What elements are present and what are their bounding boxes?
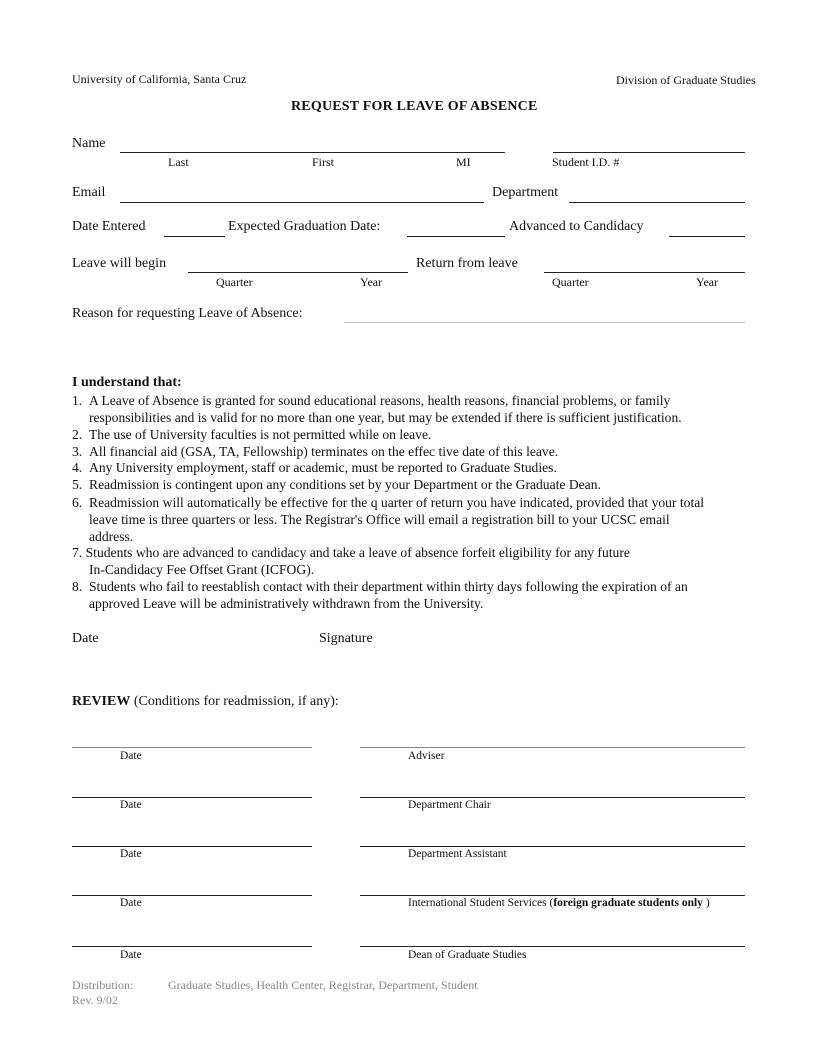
date-entered-field-line[interactable] [164,236,225,237]
list-item-number: 5. [72,477,83,492]
review-date-line[interactable] [72,895,312,896]
review-date-label: Date [120,897,142,909]
name-label: Name [72,136,106,151]
revision-label: Rev. 9/02 [72,993,118,1007]
list-item-text: Readmission is contingent upon any conditions set by your Department or the Graduate Dean. [89,477,601,492]
student-id-caption: Student I.D. # [552,155,620,169]
list-item [72,495,752,545]
advanced-candidacy-label: Advanced to Candidacy [509,219,644,234]
review-date-line[interactable] [72,946,312,947]
review-role-label: Dean of Graduate Studies [408,949,527,961]
review-date-line[interactable] [72,747,312,748]
expected-graduation-field-line[interactable] [407,236,505,237]
list-item-number: 1. [72,393,83,408]
distribution-list: Graduate Studies, Health Center, Registrar, Department, Student [168,978,478,992]
list-item-number: 2. [72,427,83,442]
leave-quarter-caption: Quarter [216,275,253,289]
review-signature-line[interactable] [360,895,745,896]
understand-heading: I understand that: [72,375,182,390]
last-name-caption: Last [168,155,189,169]
leave-year-caption: Year [360,275,383,289]
leave-begin-field-line[interactable] [188,272,408,273]
reason-label: Reason for requesting Leave of Absence: [72,306,303,321]
email-label: Email [72,185,106,200]
review-title: REVIEW [72,694,131,709]
signature-label: Signature [319,631,373,646]
list-item-text: All financial aid (GSA, TA, Fellowship) terminates on the effec tive date of this leave. [89,444,559,459]
list-item-text: In-Candidacy Fee Offset Grant (ICFOG). [89,561,315,577]
form-title: REQUEST FOR LEAVE OF ABSENCE [291,99,538,114]
expected-graduation-label: Expected Graduation Date: [228,219,381,234]
return-year-caption: Year [696,275,719,289]
list-item-text: approved Leave will be administratively withdrawn from the University. [89,595,484,611]
list-item-text: A Leave of Absence is granted for sound educational reasons, health reasons, financial problems, or family [89,393,671,408]
email-field-line[interactable] [120,202,484,203]
date-entered-label: Date Entered [72,219,146,234]
return-leave-field-line[interactable] [544,272,745,273]
list-item-text: Any University employment, staff or academic, must be reported to Graduate Studies. [89,460,557,475]
review-role-label: Department Chair [408,799,491,811]
review-role-close: ) [702,897,710,909]
list-item-number: 7. [72,545,83,560]
division-name: Division of Graduate Studies [616,73,756,87]
review-heading [72,694,339,710]
review-signature-line[interactable] [360,946,745,947]
list-item [72,477,752,494]
list-item [72,444,752,461]
review-date-label: Date [120,799,142,811]
middle-initial-caption: MI [456,155,471,169]
review-signature-line[interactable] [360,797,745,798]
review-date-line[interactable] [72,797,312,798]
reason-field-line[interactable] [344,322,745,323]
list-item-text: responsibilities and is valid for no more than one year, but may be extended if there is sufficient justification. [89,409,682,425]
list-item-text: leave time is three quarters or less. The Registrar's Office will email a registration bill to your UCSC email [89,511,670,527]
list-item-number: 6. [72,495,83,510]
list-item-text: Students who fail to reestablish contact with their department within thirty days following the expiration of an [89,579,688,594]
review-role-label: Department Assistant [408,848,507,860]
list-item [72,393,752,427]
review-role-label: Adviser [408,750,445,762]
review-date-label: Date [120,949,142,961]
list-item [72,545,752,579]
distribution-label: Distribution: [72,978,134,992]
return-quarter-caption: Quarter [552,275,589,289]
review-subtitle: (Conditions for readmission, if any): [133,694,339,709]
review-signature-line[interactable] [360,846,745,847]
name-field-line[interactable] [120,152,505,153]
list-item-text: address. [89,528,134,544]
list-item-number: 4. [72,460,83,475]
review-date-line[interactable] [72,846,312,847]
list-item-number: 8. [72,579,83,594]
list-item [72,579,752,613]
review-role-text: International Student Services ( [408,897,554,909]
list-item-text: Readmission will automatically be effective for the q uarter of return you have indicated, provided that your total [89,495,705,510]
list-item-text: Students who are advanced to candidacy and take a leave of absence forfeit eligibility for any future [85,545,630,560]
institution-name: University of California, Santa Cruz [72,72,247,86]
list-item [72,460,752,477]
department-label: Department [492,185,559,200]
signature-date-label: Date [72,631,99,646]
review-role-note: foreign graduate students only [553,897,703,909]
review-role-label [408,897,710,909]
list-item-text: The use of University faculties is not permitted while on leave. [89,427,432,442]
return-leave-label: Return from leave [416,256,518,271]
first-name-caption: First [312,155,335,169]
list-item [72,427,752,444]
department-field-line[interactable] [569,202,745,203]
list-item-number: 3. [72,444,83,459]
review-date-label: Date [120,750,142,762]
review-signature-line[interactable] [360,747,745,748]
advanced-candidacy-field-line[interactable] [669,236,745,237]
leave-begin-label: Leave will begin [72,256,167,271]
review-date-label: Date [120,848,142,860]
student-id-field-line[interactable] [553,152,745,153]
